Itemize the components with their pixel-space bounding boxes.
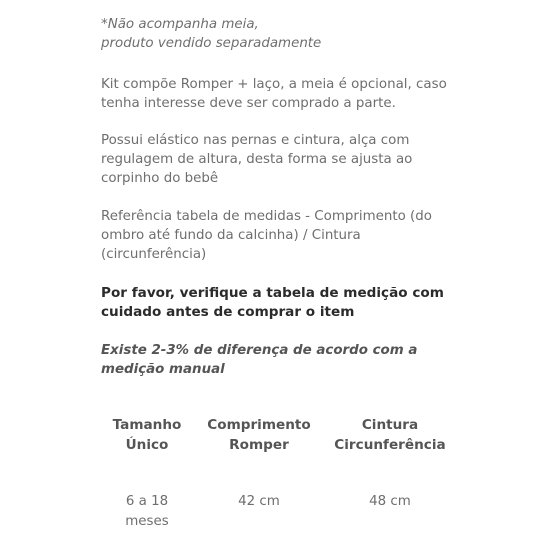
check-table-warning-line-1: Por favor, verifique a tabela de medição com xyxy=(101,285,444,301)
header-length-line-1: Comprimento xyxy=(207,417,311,433)
sock-note-line-2: produto vendido separadamente xyxy=(101,36,322,51)
measurement-reference-line-1: Referência tabela de medidas - Comprimento (do xyxy=(101,209,432,224)
check-table-warning-line-2: cuidado antes de comprar o item xyxy=(101,304,355,320)
cell-size-line-2: meses xyxy=(125,514,169,529)
kit-description xyxy=(101,75,541,113)
measurement-difference-note xyxy=(101,341,541,379)
check-table-warning xyxy=(101,284,541,322)
sock-note xyxy=(101,15,541,53)
size-table-header-waist xyxy=(320,415,460,455)
cell-size-line-1: 6 a 18 xyxy=(125,494,169,509)
header-size-line-1: Tamanho xyxy=(112,417,182,433)
elastic-description xyxy=(101,131,541,188)
header-waist-line-1: Cintura xyxy=(361,417,419,433)
header-waist-line-2: Circunferência xyxy=(334,437,446,453)
measurement-reference-line-2: ombro até fundo da calcinha) / Cintura xyxy=(101,228,361,243)
size-table-cell-waist xyxy=(320,492,460,512)
size-table-header-size xyxy=(97,415,197,455)
elastic-description-line-2: regulagem de altura, desta forma se ajusta ao xyxy=(101,152,413,167)
header-length-line-2: Romper xyxy=(229,437,289,453)
cell-waist-value: 48 cm xyxy=(369,494,411,509)
kit-description-line-1: Kit compõe Romper + laço, a meia é opcional, caso xyxy=(101,77,447,92)
kit-description-line-2: tenha interesse deve ser comprado a parte. xyxy=(101,96,396,111)
elastic-description-line-3: corpinho do bebê xyxy=(101,171,219,186)
size-table-header-length xyxy=(199,415,319,455)
elastic-description-line-1: Possui elástico nas pernas e cintura, alça com xyxy=(101,133,410,148)
measurement-difference-line-2: medição manual xyxy=(101,362,225,377)
measurement-difference-line-1: Existe 2-3% de diferença de acordo com a xyxy=(101,343,418,358)
size-table-cell-size xyxy=(97,492,197,532)
size-table-cell-length xyxy=(199,492,319,512)
header-size-line-2: Único xyxy=(125,437,169,453)
cell-length-value: 42 cm xyxy=(238,494,280,509)
sock-note-line-1: *Não acompanha meia, xyxy=(101,17,259,32)
measurement-reference-line-3: (circunferência) xyxy=(101,247,207,262)
measurement-reference xyxy=(101,207,541,264)
